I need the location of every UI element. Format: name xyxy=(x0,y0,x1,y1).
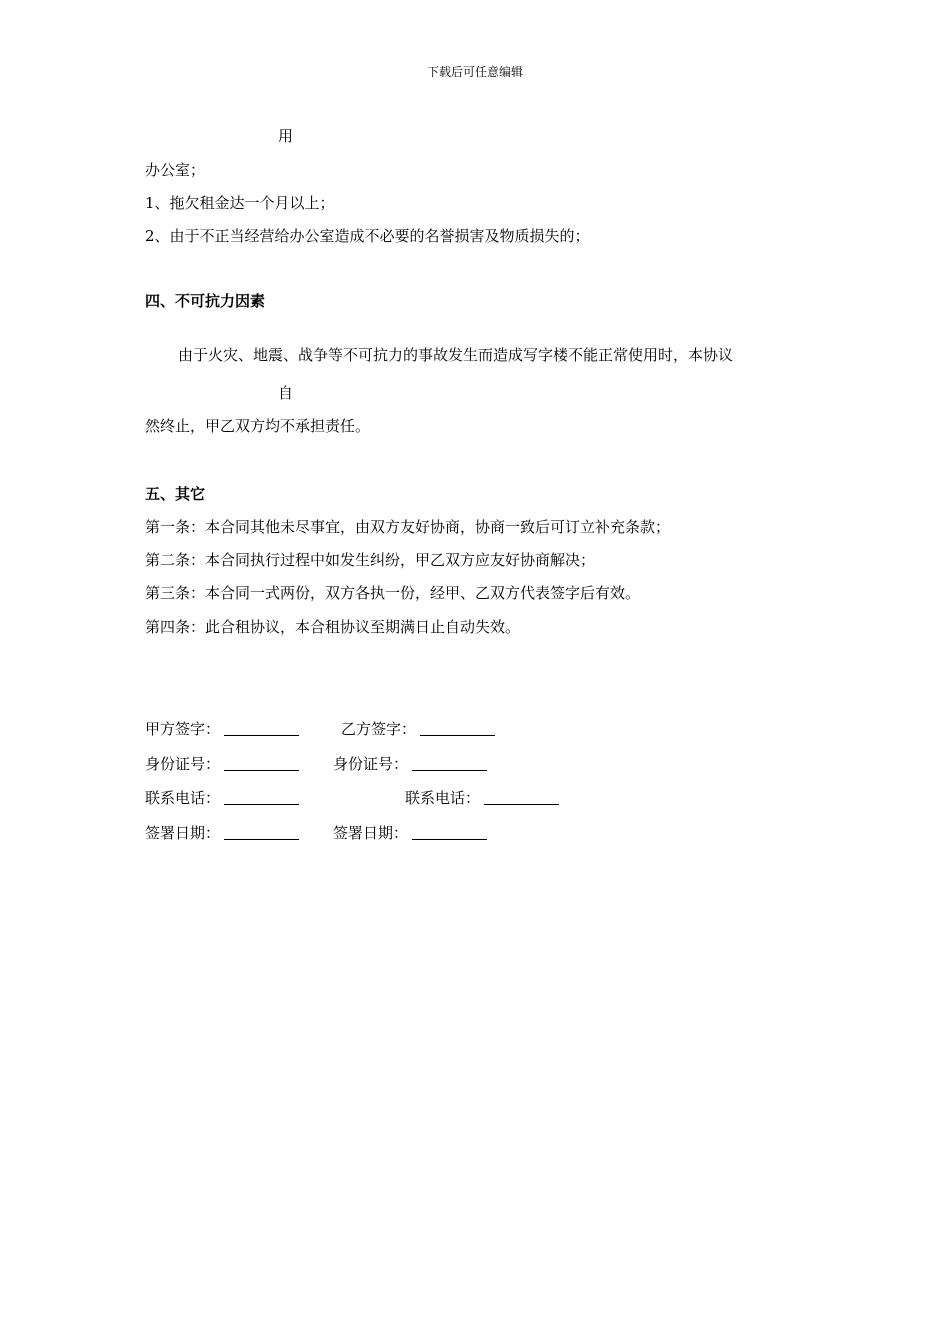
party-a-signature-row xyxy=(145,721,299,737)
clause-2: 第二条：本合同执行过程中如发生纠纷，甲乙双方应友好协商解决； xyxy=(145,551,596,569)
clause-1: 第一条：本合同其他未尽事宜，由双方友好协商，协商一致后可订立补充条款； xyxy=(145,518,671,536)
party-b-date-row xyxy=(333,825,487,841)
section-5-heading: 五、其它 xyxy=(145,485,206,503)
termination-item-1: 1、拖欠租金达一个月以上； xyxy=(145,194,335,212)
party-a-phone-blank xyxy=(224,790,299,805)
termination-item-2: 2、由于不正当经营给办公室造成不必要的名誉损害及物质损失的； xyxy=(145,227,590,245)
party-a-phone-row xyxy=(145,790,299,806)
clause-3: 第三条：本合同一式两份，双方各执一份，经甲、乙双方代表签字后有效。 xyxy=(145,584,641,602)
party-b-phone-blank xyxy=(484,790,559,805)
party-a-sign-blank xyxy=(224,721,299,736)
party-b-sign-label: 乙方签字： xyxy=(341,720,417,738)
party-a-date-row xyxy=(145,825,299,841)
section-4-heading: 四、不可抗力因素 xyxy=(145,292,266,310)
clause-4: 第四条：此合租协议，本合租协议至期满日止自动失效。 xyxy=(145,618,521,636)
party-b-signature-row xyxy=(341,721,495,737)
party-b-id-label: 身份证号： xyxy=(333,755,409,773)
force-majeure-fragment: 自 xyxy=(278,384,294,402)
party-a-phone-label: 联系电话： xyxy=(145,789,221,807)
party-a-id-blank xyxy=(224,756,299,771)
party-a-date-blank xyxy=(224,825,299,840)
force-majeure-line-1: 由于火灾、地震、战争等不可抗力的事故发生而造成写字楼不能正常使用时，本协议 xyxy=(178,346,734,364)
party-b-date-label: 签署日期： xyxy=(333,824,409,842)
force-majeure-line-2: 然终止，甲乙双方均不承担责任。 xyxy=(145,417,371,435)
party-a-date-label: 签署日期： xyxy=(145,824,221,842)
party-a-id-label: 身份证号： xyxy=(145,755,221,773)
party-b-date-blank xyxy=(412,825,487,840)
text-fragment-use: 用 xyxy=(278,127,294,145)
party-b-sign-blank xyxy=(420,721,495,736)
party-b-phone-label: 联系电话： xyxy=(405,789,481,807)
party-b-id-blank xyxy=(412,756,487,771)
text-fragment-office: 办公室； xyxy=(145,161,206,179)
page-header: 下载后可任意编辑 xyxy=(426,65,523,79)
party-a-sign-label: 甲方签字： xyxy=(145,720,221,738)
party-b-phone-row xyxy=(405,790,559,806)
party-b-id-row xyxy=(333,756,487,772)
party-a-id-row xyxy=(145,756,299,772)
